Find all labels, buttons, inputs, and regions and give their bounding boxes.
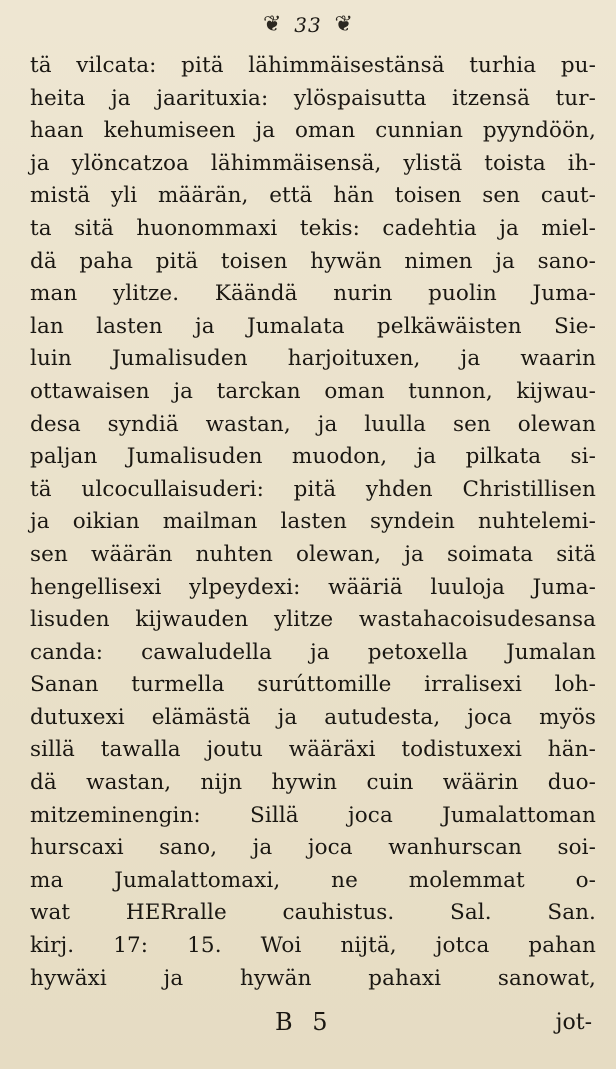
text-line: ma Jumalattomaxi, ne molemmat o- — [30, 867, 596, 893]
text-line: mitzeminengin: Sillä joca Jumalattoman — [30, 802, 596, 828]
floral-ornament-icon: ❦ — [334, 12, 353, 37]
text-line: lisuden kijwauden ylitze wastahacoisudesansa — [30, 607, 596, 633]
text-line: tä ulcocullaisuderi: pitä yhden Christillisen — [30, 476, 596, 502]
text-line: hengellisexi ylpeydexi: wääriä luuloja Juma- — [30, 574, 596, 600]
text-line: sillä tawalla joutu wääräxi todistuxexi hän- — [30, 737, 596, 763]
text-line: haan kehumiseen ja oman cunnian pyyndöön, — [30, 118, 596, 144]
text-line: dä paha pitä toisen hywän nimen ja sano- — [30, 248, 596, 274]
text-line: dä wastan, nijn hywin cuin wäärin duo- — [30, 770, 596, 796]
text-line: paljan Jumalisuden muodon, ja pilkata si- — [30, 444, 596, 470]
text-line: luin Jumalisuden harjoituxen, ja waarin — [30, 346, 596, 372]
page-number: 33 — [294, 13, 322, 37]
text-line: sen wäärän nuhten olewan, ja soimata sitä — [30, 541, 596, 567]
text-line: lan lasten ja Jumalata pelkäwäisten Sie- — [30, 313, 596, 339]
text-line: canda: cawaludella ja petoxella Jumalan — [30, 639, 596, 665]
text-line: ta sitä huonommaxi tekis: cadehtia ja miel- — [30, 215, 596, 241]
text-line: desa syndiä wastan, ja luulla sen olewan — [30, 411, 596, 437]
text-line: mistä yli määrän, että hän toisen sen caut- — [30, 183, 596, 209]
text-line: kirj. 17: 15. Woi nijtä, jotca pahan — [30, 933, 596, 959]
text-line: dutuxexi elämästä ja autudesta, joca myös — [30, 704, 596, 730]
catchword: jot- — [555, 1010, 592, 1035]
text-line: heita ja jaarituxia: ylöspaisutta itzensä tur- — [30, 85, 596, 111]
text-line: wat HERralle cauhistus. Sal. San. — [30, 900, 596, 926]
text-line: ja ylöncatzoa lähimmäisensä, ylistä toista ih- — [30, 150, 596, 176]
text-line: ottawaisen ja tarckan oman tunnon, kijwau- — [30, 378, 596, 404]
signature-mark: B 5 — [275, 1008, 334, 1036]
text-line: hywäxi ja hywän pahaxi sanowat, — [30, 965, 596, 991]
text-line: tä vilcata: pitä lähimmäisestänsä turhia pu- — [30, 53, 596, 78]
page-header — [0, 8, 616, 42]
floral-ornament-icon: ❦ — [263, 12, 282, 37]
text-line: man ylitze. Käändä nurin puolin Juma- — [30, 281, 596, 307]
page-footer — [30, 1008, 596, 1048]
text-line: hurscaxi sano, ja joca wanhurscan soi- — [30, 835, 596, 861]
text-line: ja oikian mailman lasten syndein nuhtelemi- — [30, 509, 596, 535]
body-text — [30, 50, 596, 995]
text-line: Sanan turmella surúttomille irralisexi loh- — [30, 672, 596, 698]
